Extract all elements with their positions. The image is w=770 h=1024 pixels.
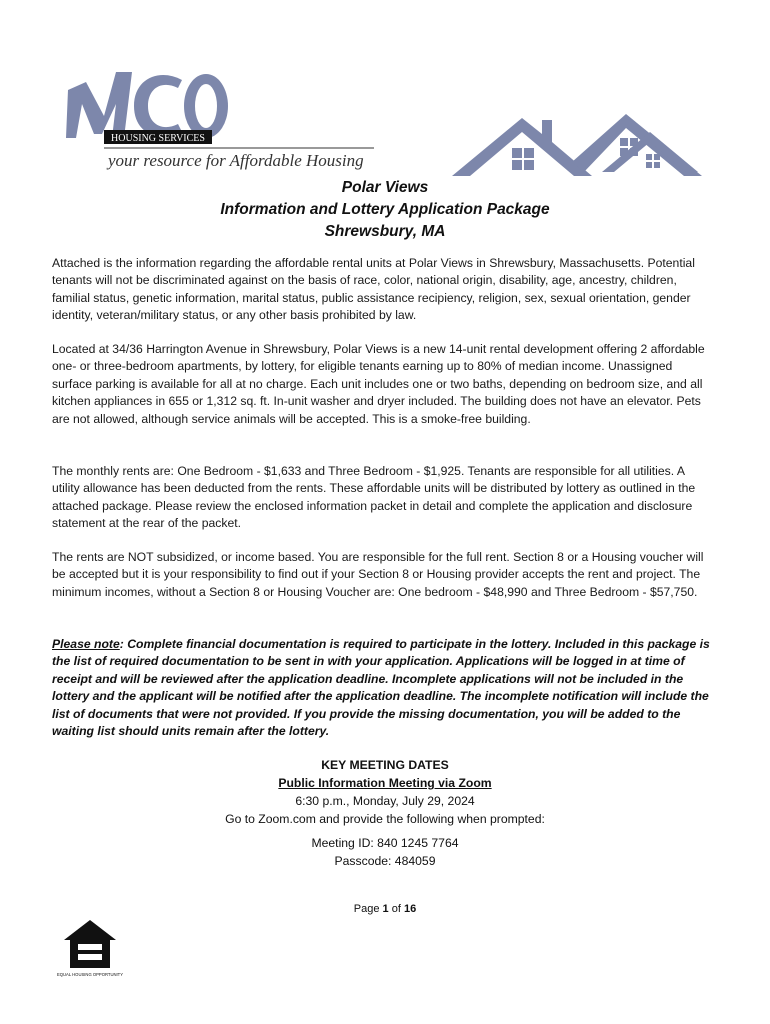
meeting-id: Meeting ID: 840 1245 7764 <box>311 836 459 850</box>
meeting-subheading: Public Information Meeting via Zoom <box>278 776 492 790</box>
meeting-passcode: Passcode: 484059 <box>334 854 436 868</box>
document-titles <box>0 177 770 243</box>
logo-tagline: your resource for Affordable Housing <box>108 151 364 170</box>
meeting-instructions: Go to Zoom.com and provide the following when prompted: <box>225 812 545 826</box>
meeting-datetime: 6:30 p.m., Monday, July 29, 2024 <box>295 794 475 808</box>
page-of: of <box>391 903 401 915</box>
note-text: : Complete financial documentation is required to participate in the lottery. Included in this package is the list of required documentation to be sent in with your application. Applications will be logged in at time of receipt and will be reviewed after the application deadline. Incomplete applications will not be included in the lottery and the applicant will be notified after the application deadline. The incomplete notification will include the list of documents that were not provided. If you provide the missing documentation, you will be added to the waiting list should units remain after the lottery. <box>52 637 710 739</box>
page-current: 1 <box>382 903 389 915</box>
title-location: Shrewsbury, MA <box>324 223 446 240</box>
paragraph-rents: The monthly rents are: One Bedroom - $1,633 and Three Bedroom - $1,925. Tenants are responsible for all utilities. A utility allowance has been deducted from the rents. These affordable units will be distributed by lottery as outlined in the attached package. Please review the enclosed information packet in detail and complete the application and disclosure statement at the rear of the packet. <box>52 464 696 531</box>
please-note-paragraph <box>52 636 712 740</box>
page-prefix: Page <box>353 903 380 915</box>
logo-banner-text: HOUSING SERVICES <box>111 133 205 144</box>
paragraph-subsidy: The rents are NOT subsidized, or income based. You are responsible for the full rent. Section 8 or a Housing voucher will be accepted but it is your responsibility to find out if your Section 8 or Housing provider accepts the rent and project. The minimum incomes, without a Section 8 or Housing Voucher are: One bedroom - $48,990 and Three Bedroom - $57,750. <box>52 550 704 599</box>
title-project: Polar Views <box>341 179 429 196</box>
note-label: Please note <box>52 637 120 651</box>
eho-caption: EQUAL HOUSING OPPORTUNITY <box>56 972 124 977</box>
paragraph-nondiscrimination: Attached is the information regarding the affordable rental units at Polar Views in Shrewsbury, Massachusetts. Potential tenants will not be discriminated against on the basis of race, color, national origin, disability, age, ancestry, children, familial status, genetic information, marital status, public assistance recipiency, religion, sex, sexual orientation, gender identity, veteran/military status, or any other basis prohibited by law. <box>52 256 695 323</box>
title-package: Information and Lottery Application Package <box>220 201 550 218</box>
meeting-heading: KEY MEETING DATES <box>321 758 449 772</box>
paragraph-location: Located at 34/36 Harrington Avenue in Shrewsbury, Polar Views is a new 14-unit rental development offering 2 affordable one- or three-bedroom apartments, by lottery, for eligible tenants earning up to 80% of median income. Unassigned surface parking is available for all at no charge. Each unit includes one or two baths, depending on bedroom size, and all kitchen appliances in 655 or 1,312 sq. ft. In-unit washer and dryer included. The building does not have an elevator. Pets are not allowed, although service animals will be accepted. This is a smoke-free building. <box>52 342 705 426</box>
meeting-section <box>0 756 770 870</box>
houses-roof-icon <box>452 110 702 176</box>
page-number <box>0 903 770 915</box>
page-total: 16 <box>403 903 417 915</box>
equal-housing-icon <box>56 918 124 982</box>
